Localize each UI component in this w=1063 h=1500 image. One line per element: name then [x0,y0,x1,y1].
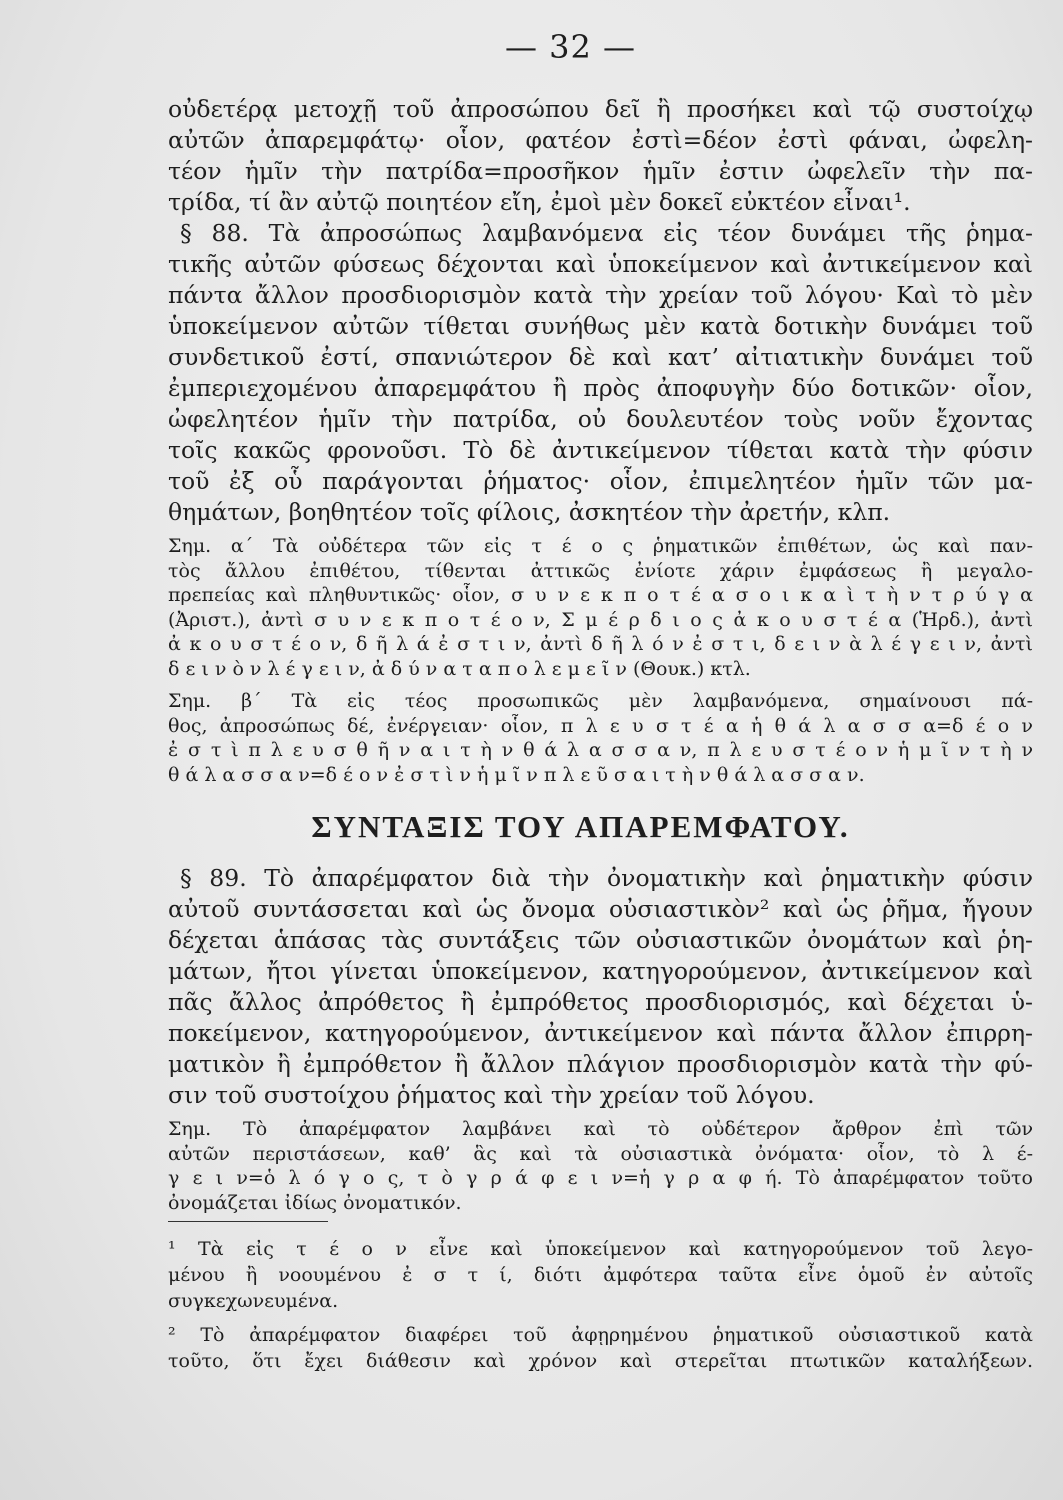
text-line: μάτων, ἤτοι γίνεται ὑποκείμενον, κατηγορούμενον, ἀντικείμενον καὶ [168,957,1033,985]
footnotes [168,1236,1033,1374]
footnote-line: συγκεχωνευμένα. [168,1290,339,1312]
text-line: τέον ἡμῖν τὴν πατρίδα=προσῆκον ἡμῖν ἐστιν ὠφελεῖν τὴν πα- [168,157,1033,185]
text-line: αὐτοῦ συντάσσεται καὶ ὡς ὄνομα οὐσιαστικὸν² καὶ ὡς ῥῆμα, ἤγουν [168,895,1033,923]
section-89-paragraph [168,863,1033,1111]
text-line: πᾶς ἄλλος ἀπρόθετος ἢ ἐμπρόθετος προσδιορισμός, καὶ δέχεται ὑ- [168,988,1033,1016]
text-line: τικῆς αὐτῶν φύσεως δέχονται καὶ ὑποκείμενον καὶ ἀντικείμενον καὶ [168,250,1033,278]
note-line: (Ἀριστ.), ἀντὶ σ υ ν ε κ π ο τ έ ο ν, Σ μ έ ρ δ ι ο ς ἀ κ ο υ σ τ έ α (Ἡρδ.), ἀντὶ [168,608,1033,631]
text-line: τοῖς κακῶς φρονοῦσι. Τὸ δὲ ἀντικείμενον τίθεται κατὰ τὴν φύσιν [168,436,1033,464]
note-line: Σημ. Τὸ ἀπαρέμφατον λαμβάνει καὶ τὸ οὐδέτερον ἄρθρον ἐπὶ τῶν [168,1118,1033,1140]
text-line: συνδετικοῦ ἐστί, σπανιώτερον δὲ καὶ κατ’ αἰτιατικὴν δυνάμει τοῦ [168,343,1033,371]
footnote-line: τοῦτο, ὅτι ἔχει διάθεσιν καὶ χρόνον καὶ στερεῖται πτωτικῶν καταλήξεων. [168,1350,1033,1372]
section-88-paragraph [168,218,1033,528]
footnote-2 [168,1322,1033,1374]
text-line: θημάτων, βοηθητέον τοῖς φίλοις, ἀσκητέον τὴν ἀρετήν, κλπ. [168,498,891,526]
continued-paragraph [168,94,1033,218]
footnote-1 [168,1236,1033,1314]
text-line: § 89. Τὸ ἀπαρέμφατον διὰ τὴν ὀνοματικὴν καὶ ῥηματικὴν φύσιν [180,864,1033,892]
text-line: αὐτῶν ἀπαρεμφάτῳ· οἷον, φατέον ἐστὶ=δέον ἐστὶ φάναι, ὠφελη- [168,126,1033,154]
note-beta [168,689,1033,787]
note-line: γ ε ι ν=ὁ λ ό γ ο ς, τ ὸ γ ρ ά φ ε ι ν=ἡ γ ρ α φ ή. Τὸ ἀπαρέμφατον τοῦτο [168,1167,1033,1189]
text-line: σιν τοῦ συστοίχου ῥήματος καὶ τὴν χρείαν τοῦ λόγου. [168,1081,815,1109]
note-alpha [168,534,1033,681]
note-line: δ ε ι ν ὸ ν λ έ γ ε ι ν, ἀ δ ύ ν α τ α π ο λ ε μ ε ῖ ν (Θουκ.) κτλ. [168,657,751,680]
text-line: ἐμπεριεχομένου ἀπαρεμφάτου ἢ πρὸς ἀποφυγὴν δύο δοτικῶν· οἷον, [168,374,1033,402]
footnote-line: ¹ Τὰ εἰς τ έ ο ν εἶνε καὶ ὑποκείμενον καὶ κατηγορούμενον τοῦ λεγο- [168,1238,1033,1260]
footnote-line: ² Τὸ ἀπαρέμφατον διαφέρει τοῦ ἀφῃρημένου ῥηματικοῦ οὐσιαστικοῦ κατὰ [168,1324,1033,1346]
note-line: Σημ. α΄ Τὰ οὐδέτερα τῶν εἰς τ έ ο ς ῥηματικῶν ἐπιθέτων, ὡς καὶ παν- [168,535,1033,557]
note-infinitive [168,1117,1033,1215]
note-line: αὐτῶν περιστάσεων, καθ’ ἃς καὶ τὰ οὐσιαστικὰ ὀνόματα· οἷον, τὸ λ έ- [168,1142,1033,1165]
footnote-rule [168,1221,328,1222]
section-heading: ΣΥΝΤΑΞΙΣ ΤΟΥ ΑΠΑΡΕΜΦΑΤΟΥ. [311,809,850,844]
footnote-line: μένου ἢ νοουμένου ἐ σ τ ί, διότι ἀμφότερα ταῦτα εἶνε ὁμοῦ ἐν αὐτοῖς [168,1264,1033,1286]
text-line: ὑποκείμενον αὐτῶν τίθεται συνήθως μὲν κατὰ δοτικὴν δυνάμει τοῦ [168,312,1033,340]
note-line: πρεπείας καὶ πληθυντικῶς· οἷον, σ υ ν ε κ π ο τ έ α σ ο ι κ α ὶ τ ὴ ν τ ρ ύ γ α [168,584,1033,606]
note-line: θος, ἀπροσώπως δέ, ἐνέργειαν· οἷον, π λ ε υ σ τ έ α ἡ θ ά λ α σ σ α=δ έ ο ν [168,714,1033,737]
text-line: ὠφελητέον ἡμῖν τὴν πατρίδα, οὐ δουλευτέον τοὺς νοῦν ἔχοντας [168,405,1033,433]
note-line: θ ά λ α σ σ α ν=δ έ ο ν ἐ σ τ ὶ ν ἡ μ ῖ ν π λ ε ῦ σ α ι τ ὴ ν θ ά λ α σ σ α ν. [168,763,865,786]
text-line: πάντα ἄλλον προσδιορισμὸν κατὰ τὴν χρείαν τοῦ λόγου· Καὶ τὸ μὲν [168,281,1033,309]
text-line: τοῦ ἐξ οὗ παράγονται ῥήματος· οἷον, ἐπιμελητέον ἡμῖν τῶν μα- [168,467,1033,495]
text-line: § 88. Τὰ ἀπροσώπως λαμβανόμενα εἰς τέον δυνάμει τῆς ῥημα- [180,219,1033,247]
text-line: τρίδα, τί ἂν αὐτῷ ποιητέον εἴη, ἐμοὶ μὲν δοκεῖ εὐκτέον εἶναι¹. [168,188,911,216]
note-line: τὸς ἄλλου ἐπιθέτου, τίθενται ἀττικῶς ἐνίοτε χάριν ἐμφάσεως ἢ μεγαλο- [168,559,1033,582]
text-line: δέχεται ἁπάσας τὰς συντάξεις τῶν οὐσιαστικῶν ὀνομάτων καὶ ῥη- [168,926,1033,954]
note-line: ἀ κ ο υ σ τ έ ο ν, δ ῆ λ ά ἐ σ τ ι ν, ἀντὶ δ ῆ λ ό ν ἐ σ τ ι, δ ε ι ν ὰ λ έ γ ε ι ν, ἀντὶ [168,633,1033,655]
text-line: ματικὸν ἢ ἐμπρόθετον ἢ ἄλλον πλάγιον προσδιορισμὸν κατὰ τὴν φύ- [168,1050,1033,1078]
page-number: — 32 — [504,28,637,66]
note-line: ὀνομάζεται ἰδίως ὀνοματικόν. [168,1191,462,1214]
note-line: Σημ. β΄ Τὰ εἰς τέος προσωπικῶς μὲν λαμβανόμενα, σημαίνουσι πά- [168,690,1033,712]
note-line: ἐ σ τ ὶ π λ ε υ σ θ ῆ ν α ι τ ὴ ν θ ά λ α σ σ α ν, π λ ε υ σ τ έ ο ν ἡ μ ῖ ν τ ὴ ν [168,739,1033,761]
text-line: ποκείμενον, κατηγορούμενον, ἀντικείμενον καὶ πάντα ἄλλον ἐπιρρη- [168,1019,1033,1047]
text-line: οὐδετέρᾳ μετοχῇ τοῦ ἀπροσώπου δεῖ ἢ προσήκει καὶ τῷ συστοίχῳ [168,95,1033,123]
